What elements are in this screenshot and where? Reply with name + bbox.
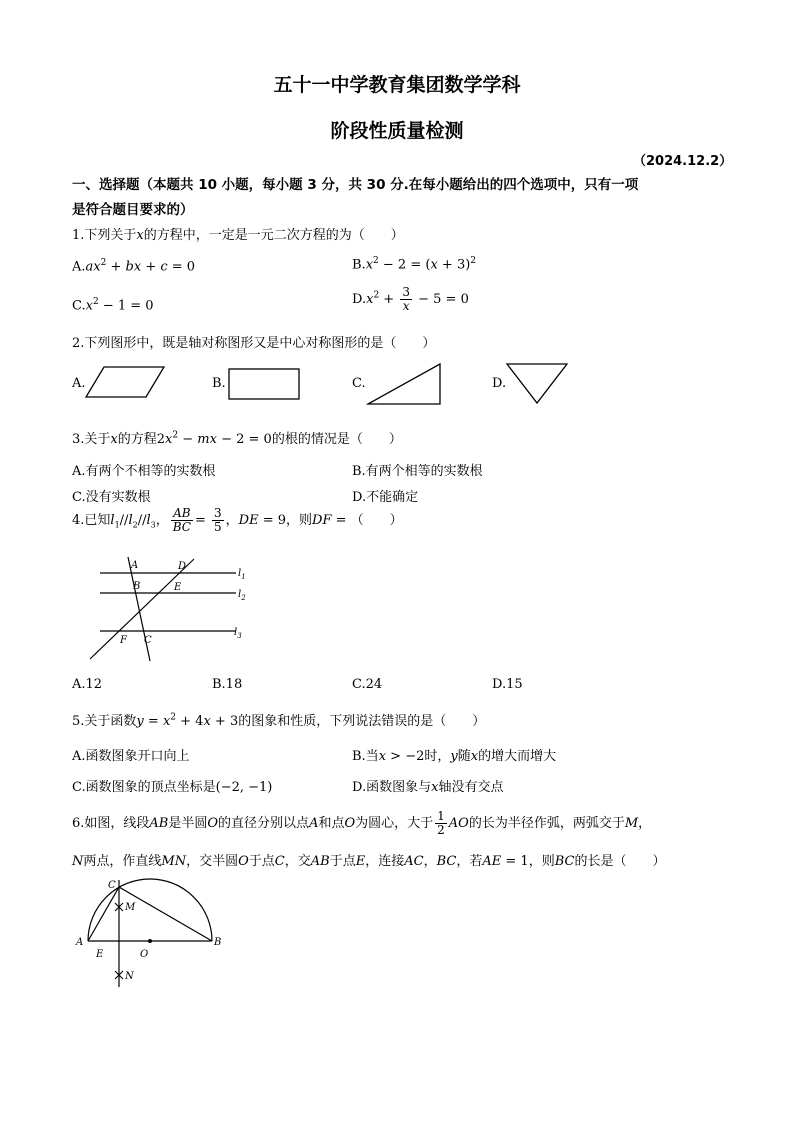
exam-title: 五十一中学教育集团数学学科 (273, 74, 521, 96)
q6-label-b: B (214, 937, 222, 948)
q3-option-a: A.有两个不相等的实数根 (72, 464, 216, 479)
q4-option-d: D.15 (492, 677, 523, 692)
q5-option-d: D.函数图象与x轴没有交点 (352, 780, 504, 795)
q2-rectangle-figure (227, 367, 301, 401)
q4-label-l3: $l_3$ (234, 627, 242, 640)
q2-option-c-label: C. (352, 376, 366, 391)
q1-option-b: $B.x^2 - 2 = (x + 3)^2$ (352, 256, 477, 273)
q2-option-d-label: D. (492, 376, 507, 391)
q3-option-b: B.有两个相等的实数根 (352, 464, 483, 479)
exam-date: （2024.12.2） (633, 154, 733, 169)
q6-label-c: C (108, 880, 116, 891)
q2-option-a-label: A. (72, 376, 86, 391)
exam-subtitle: 阶段性质量检测 (330, 120, 464, 142)
question-1-stem: 1.下列关于x的方程中，一定是一元二次方程的为（ ） (72, 228, 404, 243)
q2-parallelogram-figure (84, 364, 168, 400)
q4-option-a: A.12 (72, 677, 103, 692)
q4-option-b: B.18 (212, 677, 243, 692)
q4-parallel-lines-figure (84, 553, 254, 665)
q3-option-d: D.不能确定 (352, 490, 419, 505)
q4-option-c: C.24 (352, 677, 383, 692)
q4-label-l1: $l_1$ (238, 568, 246, 581)
section-heading-line2: 是符合题目要求的） (72, 202, 194, 218)
q4-label-f: F (120, 635, 127, 646)
question-6-line1: 6.如图，线段AB是半圆O的直径分别以点A和点O为圆心，大于 $\frac{1}{2}$ AO的长为半径作弧，两弧交于M， (72, 809, 652, 837)
q6-label-n: N (125, 971, 134, 982)
q5-option-c: C.函数图象的顶点坐标是(−2, −1) (72, 780, 273, 795)
q6-semicircle-figure (72, 875, 232, 993)
q6-label-m: M (125, 902, 136, 913)
q1-option-d: $D.x^2$ + $\frac{3}{x}$ − 5 = 0 (352, 285, 469, 313)
question-6-line2: N两点，作直线MN，交半圆O于点C，交AB于点E，连接AC，BC，若AE = 1，则BC的长是（ ） (72, 854, 666, 869)
question-3-stem: 3.关于x的方程$2x^2$ − mx − 2 = 0的根的情况是（ ） (72, 430, 402, 447)
q5-option-b: B.当x > −2时，y随x的增大而增大 (352, 749, 557, 764)
q4-label-d: D (178, 561, 187, 572)
q4-label-a: A (131, 560, 139, 571)
question-2-stem: 2.下列图形中，既是轴对称图形又是中心对称图形的是（ ） (72, 336, 436, 351)
q4-label-c: C (144, 635, 152, 646)
q6-label-o: O (140, 949, 149, 960)
q2-right-triangle-figure (366, 361, 444, 407)
q4-label-l2: $l_2$ (238, 589, 246, 602)
q5-option-a: A.函数图象开口向上 (72, 749, 190, 764)
section-heading-line1: 一、选择题（本题共 10 小题，每小题 3 分，共 30 分.在每小题给出的四个选项中，只有一项 (72, 177, 639, 193)
q4-label-b: B (133, 581, 141, 592)
question-5-stem: 5.关于函数$y = x^2 + 4x + 3$的图象和性质，下列说法错误的是（ ） (72, 712, 486, 729)
q1-option-a: $A.ax^2$ + bx + c = 0 (72, 258, 196, 275)
question-4-stem: 4.已知$l_1//l_2//l_3$， $\frac{AB}{BC}$ = $\frac{3}{5}$ ，DE = 9，则DF = （ ） (72, 506, 403, 534)
q4-label-e: E (174, 582, 182, 593)
q3-option-c: C.没有实数根 (72, 490, 151, 505)
q2-inverted-triangle-figure (505, 362, 569, 406)
q1-option-c: $C.x^2 - 1 = 0$ (72, 297, 154, 314)
q2-option-b-label: B. (212, 376, 226, 391)
q6-label-e: E (96, 949, 104, 960)
q6-label-a: A (76, 937, 84, 948)
